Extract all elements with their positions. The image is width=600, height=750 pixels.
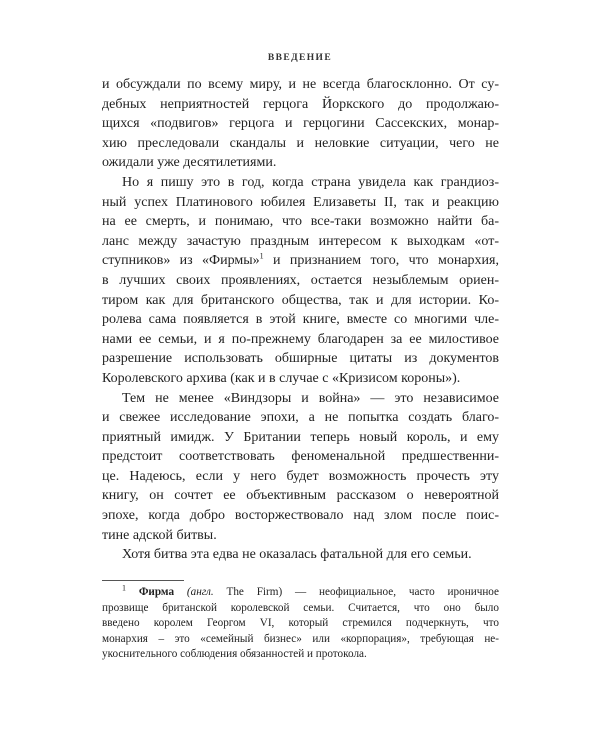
footnote-mark: 1 xyxy=(122,583,126,593)
text-line: Хотя битва эта едва не оказалась фатальной для его семьи. xyxy=(122,547,472,563)
running-title: ВВЕДЕНИЕ xyxy=(267,53,333,63)
text-line: хию преследовали скандалы и неловкие ситуации, чего не xyxy=(102,135,499,151)
text-line: тиром как для британского общества, так и для истории. Ко- xyxy=(102,292,499,308)
footnote-line: монархия – это «семейный бизнес» или «корпорация», требующая не- xyxy=(102,632,499,645)
text-line: на ее смерть, и понимаю, что все-таки возможно найти ба- xyxy=(102,214,499,230)
text-line: книгу, он сочтет ее объективным рассказом о невероятной xyxy=(102,488,499,504)
text-line: тине адской битвы. xyxy=(102,527,217,543)
footnote-first-line xyxy=(102,585,499,601)
text-line: и свежее исследование эпохи, а не попытка создать благо- xyxy=(102,410,499,426)
footnote-text: The Firm) — неофициальное, часто ироничное xyxy=(213,586,500,598)
text-line: ожидали уже десятилетиями. xyxy=(102,155,277,171)
text-line: Тем не менее «Виндзоры и война» — это независимое xyxy=(122,390,499,406)
text-line: ролева сама появляется в этой книге, вместе со многими чле- xyxy=(102,312,499,328)
text-fragment: ступников» из «Фирмы» xyxy=(102,253,260,269)
text-line: предстоит соответствовать феноменальной предшественни- xyxy=(102,449,499,465)
footnote-divider xyxy=(102,580,184,581)
paragraph-1 xyxy=(102,75,499,173)
footnote-line: введено королем Георгом VI, который стремился подчеркнуть, что xyxy=(102,617,499,629)
text-line: дебных неприятностей герцога Йоркского до продолжаю- xyxy=(102,96,499,112)
text-line: разрешение использовать обширные цитаты из документов xyxy=(102,351,499,367)
main-text xyxy=(102,75,499,565)
text-line: Королевского архива (как и в случае с «Кризисом короны»). xyxy=(102,370,461,386)
footnote-line: укоснительного соблюдения обязанностей и протокола. xyxy=(102,648,367,660)
text-line: эпохе, когда добро восторжествовало над злом после поис- xyxy=(102,508,499,524)
text-line: и обсуждали по всему миру, и не всегда благосклонно. От су- xyxy=(102,77,499,92)
text-line: нами ее семьи, и я по-прежнему благодарен за ее милостивое xyxy=(102,331,499,347)
text-line: щихся «подвигов» герцога и герцогини Сассекских, монар- xyxy=(102,116,499,132)
text-line: це. Надеюсь, если у него будет возможность прочесть эту xyxy=(102,468,499,484)
paragraph-4 xyxy=(102,545,499,565)
text-fragment: и признанием того, что монархия, xyxy=(263,253,499,269)
text-line: приятный имидж. У Британии теперь новый король, и ему xyxy=(102,429,499,445)
footnote xyxy=(102,585,499,663)
paragraph-3 xyxy=(102,389,499,546)
text-line-with-footnote xyxy=(102,251,499,271)
text-line: ный успех Платинового юбилея Елизаветы II, так и реакцию xyxy=(102,194,499,210)
text-line: ланс между зачастую праздным интересом к выходкам «от- xyxy=(102,233,499,249)
footnote-reference[interactable]: 1 xyxy=(259,251,264,261)
footnote-lang: (англ. xyxy=(186,586,214,598)
paragraph-2 xyxy=(102,173,499,389)
footnote-line: прозвище британской королевской семьи. Считается, что оно было xyxy=(102,601,499,614)
footnote-term: Фирма xyxy=(138,586,175,598)
text-line: Но я пишу это в год, когда страна увидела как грандиоз- xyxy=(122,174,499,190)
text-line: в лучших своих проявлениях, остается незыблемым ориен- xyxy=(102,272,499,288)
